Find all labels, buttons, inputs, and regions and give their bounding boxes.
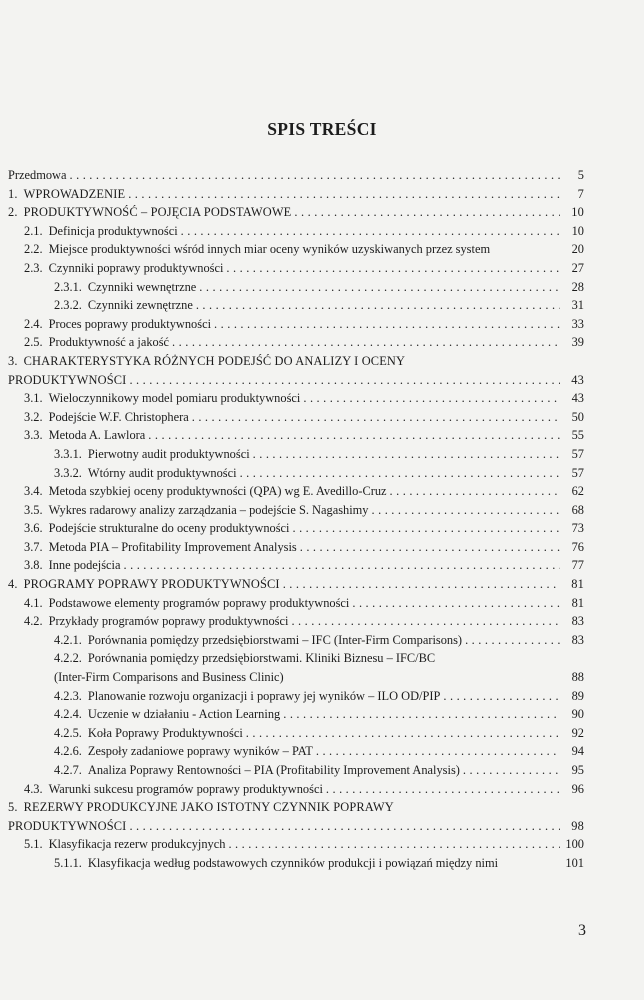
dot-leader bbox=[145, 426, 560, 445]
toc-line bbox=[54, 278, 584, 297]
toc-entry bbox=[8, 408, 584, 427]
toc-entry-page: 76 bbox=[571, 539, 584, 554]
toc-entry-number: 2. bbox=[8, 205, 18, 220]
dot-leader bbox=[225, 835, 560, 854]
toc-entry-page: 20 bbox=[571, 242, 584, 257]
toc-entry-label: WPROWADZENIE bbox=[23, 186, 126, 201]
toc-entry-label: Metoda PIA – Profitability Improvement Analysis bbox=[48, 539, 297, 554]
toc-line bbox=[8, 352, 584, 371]
toc-entry-number: 3.8. bbox=[24, 558, 43, 573]
toc-entry-page: 89 bbox=[571, 688, 584, 703]
toc-entry-page: 95 bbox=[571, 763, 584, 777]
toc-entry-number: 2.1. bbox=[24, 223, 43, 238]
toc-entry bbox=[8, 780, 584, 799]
toc-line bbox=[8, 203, 584, 222]
dot-leader bbox=[237, 464, 560, 483]
toc-entry bbox=[8, 519, 584, 538]
toc-entry-number: 4.2.1. bbox=[54, 632, 82, 647]
toc-line bbox=[54, 296, 584, 315]
dot-leader bbox=[126, 817, 560, 836]
toc-entry-label-continuation: (Inter-Firm Comparisons and Business Clinic) bbox=[54, 670, 284, 685]
toc-entry-page: 100 bbox=[565, 837, 584, 852]
toc-entry-number: 3.2. bbox=[24, 409, 43, 424]
dot-leader bbox=[196, 278, 560, 297]
toc-entry-label: CHARAKTERYSTYKA RÓŻNYCH PODEJŚĆ DO ANALIZY I OCENY bbox=[23, 353, 406, 368]
toc-entry-label: Podejście W.F. Christophera bbox=[48, 409, 189, 424]
toc-line bbox=[24, 426, 584, 445]
toc-entry-label: Wieloczynnikowy model pomiaru produktywności bbox=[48, 391, 301, 406]
toc-line bbox=[24, 259, 584, 278]
toc-line bbox=[24, 519, 584, 538]
toc-entry-page: 81 bbox=[571, 595, 584, 610]
toc-entry-number: 2.3.2. bbox=[54, 298, 82, 313]
toc-entry-number: 2.4. bbox=[24, 316, 43, 331]
dot-leader bbox=[125, 185, 560, 204]
toc-entry-page: 81 bbox=[571, 577, 584, 592]
toc-line bbox=[8, 166, 584, 185]
toc-entry-number: 3.5. bbox=[24, 502, 43, 517]
toc-entry-page: 57 bbox=[571, 446, 584, 461]
dot-leader bbox=[387, 482, 560, 501]
toc-entry-number: 4.2. bbox=[24, 614, 43, 629]
dot-leader bbox=[193, 296, 560, 315]
toc-entry bbox=[8, 482, 584, 501]
toc-entry-number: 1. bbox=[8, 186, 18, 201]
toc-entry bbox=[8, 854, 584, 873]
toc-line bbox=[54, 854, 584, 873]
dot-leader bbox=[460, 761, 560, 780]
toc-entry-number: 3. bbox=[8, 353, 18, 368]
toc-entry-number: 4.2.2. bbox=[54, 651, 82, 666]
toc-line bbox=[8, 798, 584, 817]
toc-entry-number: 4. bbox=[8, 577, 18, 592]
toc-entry-page: 96 bbox=[571, 781, 584, 796]
toc-entry bbox=[8, 464, 584, 483]
toc-entry bbox=[8, 315, 584, 334]
toc-entry-label: Warunki sukcesu programów poprawy produktywności bbox=[48, 781, 323, 796]
toc-entry-label: REZERWY PRODUKCYJNE JAKO ISTOTNY CZYNNIK POPRAWY bbox=[23, 800, 394, 815]
toc-entry-label: Metoda A. Lawlora bbox=[48, 428, 146, 443]
toc-entry-page: 98 bbox=[571, 818, 584, 833]
toc-entry-label: Przykłady programów poprawy produktywności bbox=[48, 614, 289, 629]
toc-entry-label: Metoda szybkiej oceny produktywności (QPA) wg E. Avedillo-Cruz bbox=[48, 484, 387, 499]
toc-line bbox=[54, 761, 584, 780]
toc-entry-label: Klasyfikacja według podstawowych czynników produkcji i powiązań między nimi bbox=[87, 855, 499, 870]
toc-entry bbox=[8, 687, 584, 706]
toc-entry-page: 10 bbox=[571, 223, 584, 238]
toc-entry bbox=[8, 333, 584, 352]
toc-entry-page: 90 bbox=[571, 707, 584, 722]
toc-entry-page: 62 bbox=[571, 484, 584, 499]
toc-entry bbox=[8, 185, 584, 204]
toc-entry-number: 4.2.5. bbox=[54, 725, 82, 740]
toc-entry bbox=[8, 352, 584, 389]
toc-line bbox=[24, 612, 584, 631]
toc-entry bbox=[8, 538, 584, 557]
dot-leader bbox=[189, 408, 560, 427]
toc-entry bbox=[8, 631, 584, 650]
page-title: SPIS TREŚCI bbox=[267, 119, 377, 139]
toc-entry-number: 3.7. bbox=[24, 539, 43, 554]
toc-entry bbox=[8, 501, 584, 520]
toc-line bbox=[24, 556, 584, 575]
dot-leader bbox=[297, 538, 560, 557]
toc-entry-number: 3.1. bbox=[24, 391, 43, 406]
dot-leader bbox=[126, 371, 560, 390]
toc-line bbox=[8, 575, 584, 594]
toc-entry bbox=[8, 445, 584, 464]
toc-line bbox=[24, 482, 584, 501]
toc-entry-page: 10 bbox=[571, 205, 584, 220]
toc-entry-page: 92 bbox=[571, 725, 584, 740]
toc-entry-page: 5 bbox=[577, 168, 584, 182]
toc-line bbox=[54, 464, 584, 483]
dot-leader bbox=[67, 166, 561, 185]
toc-entry-page: 43 bbox=[571, 391, 584, 406]
toc-entry-number: 2.2. bbox=[24, 242, 43, 257]
toc-entry bbox=[8, 389, 584, 408]
toc-entry bbox=[8, 166, 584, 185]
toc-entry-number: 3.3.1. bbox=[54, 446, 82, 461]
toc-entry-label: Pierwotny audit produktywności bbox=[87, 446, 250, 461]
dot-leader bbox=[313, 742, 560, 761]
toc-entry-page: 31 bbox=[571, 298, 584, 313]
toc-line bbox=[24, 315, 584, 334]
toc-entry-page: 7 bbox=[577, 186, 584, 201]
toc-entry bbox=[8, 705, 584, 724]
toc-entry-number: 4.3. bbox=[24, 781, 43, 796]
dot-leader bbox=[223, 259, 560, 278]
toc-entry-label: Podstawowe elementy programów poprawy produktywności bbox=[48, 595, 350, 610]
toc-entry-number: 4.1. bbox=[24, 595, 43, 610]
toc-entry-label: Czynniki wewnętrzne bbox=[87, 279, 197, 294]
toc-line bbox=[54, 724, 584, 743]
toc-line bbox=[54, 705, 584, 724]
toc-line bbox=[24, 222, 584, 241]
toc-entry bbox=[8, 724, 584, 743]
toc-entry-number: 4.2.6. bbox=[54, 744, 82, 759]
toc-entry bbox=[8, 798, 584, 835]
toc-entry-number: 2.3.1. bbox=[54, 279, 82, 294]
toc-entry bbox=[8, 612, 584, 631]
toc-entry-label: Uczenie w działaniu - Action Learning bbox=[87, 707, 281, 722]
toc-entry-label: Przedmowa bbox=[8, 168, 67, 182]
toc-entry-number: 4.2.3. bbox=[54, 688, 82, 703]
toc-line bbox=[24, 835, 584, 854]
toc-line bbox=[54, 687, 584, 706]
toc-entry-page: 50 bbox=[571, 409, 584, 424]
toc-entry-number: 5.1. bbox=[24, 837, 43, 852]
toc-entry-number: 4.2.4. bbox=[54, 707, 82, 722]
toc-entry-label: Analiza Poprawy Rentowności – PIA (Profitability Improvement Analysis) bbox=[87, 763, 460, 777]
toc-entry bbox=[8, 259, 584, 278]
toc-entry-label: Czynniki poprawy produktywności bbox=[48, 260, 224, 275]
toc-line bbox=[24, 389, 584, 408]
toc-entry-page: 77 bbox=[571, 558, 584, 573]
dot-leader bbox=[291, 203, 560, 222]
toc-line bbox=[24, 780, 584, 799]
toc-entry-number: 3.3.2. bbox=[54, 465, 82, 480]
toc-line bbox=[24, 594, 584, 613]
dot-leader bbox=[369, 501, 561, 520]
toc-entry bbox=[8, 296, 584, 315]
toc-entry-number: 2.3. bbox=[24, 260, 43, 275]
toc-entry-label: PROGRAMY POPRAWY PRODUKTYWNOŚCI bbox=[23, 577, 280, 592]
toc-entry-label: Miejsce produktywności wśród innych miar oceny wyników uzyskiwanych przez system bbox=[48, 242, 491, 257]
toc-entry-label: Planowanie rozwoju organizacji i poprawy jej wyników – ILO OD/PIP bbox=[87, 688, 441, 703]
toc-entry-label: Podejście strukturalne do oceny produktywności bbox=[48, 521, 290, 536]
dot-leader bbox=[280, 575, 560, 594]
dot-leader bbox=[178, 222, 560, 241]
toc-entry-page: 57 bbox=[571, 465, 584, 480]
toc-line bbox=[24, 501, 584, 520]
toc-entry bbox=[8, 594, 584, 613]
toc-entry bbox=[8, 556, 584, 575]
toc-entry-label: PRODUKTYWNOŚĆ – POJĘCIA PODSTAWOWE bbox=[23, 205, 292, 220]
toc-entry-label: Porównania pomiędzy przedsiębiorstwami. Kliniki Biznesu – IFC/BC bbox=[87, 651, 436, 666]
toc-entry-label: Koła Poprawy Produktywności bbox=[87, 725, 243, 740]
dot-leader bbox=[288, 612, 560, 631]
toc-entry-page: 83 bbox=[571, 632, 584, 647]
dot-leader bbox=[462, 631, 560, 650]
toc-entry bbox=[8, 835, 584, 854]
toc-entry-label-continuation: PRODUKTYWNOŚCI bbox=[8, 818, 127, 833]
page-number: 3 bbox=[578, 922, 586, 939]
toc-entry-page: 55 bbox=[571, 428, 584, 443]
toc-entry-label: Proces poprawy produktywności bbox=[48, 316, 212, 331]
toc-entry-label: Produktywność a jakość bbox=[48, 335, 170, 350]
toc-entry-label: Porównania pomiędzy przedsiębiorstwami – IFC (Inter-Firm Comparisons) bbox=[87, 632, 463, 647]
toc-line bbox=[54, 742, 584, 761]
toc-entry-number: 3.4. bbox=[24, 484, 43, 499]
dot-leader bbox=[440, 687, 560, 706]
dot-leader bbox=[289, 519, 560, 538]
toc-entry-page: 68 bbox=[571, 502, 584, 517]
toc-entry-label: Inne podejścia bbox=[48, 558, 121, 573]
dot-leader bbox=[211, 315, 560, 334]
toc-entry-page: 94 bbox=[571, 744, 584, 759]
dot-leader bbox=[121, 556, 561, 575]
toc-entry bbox=[8, 742, 584, 761]
toc-entry-page: 43 bbox=[571, 372, 584, 387]
toc-entry bbox=[8, 575, 584, 594]
dot-leader bbox=[250, 445, 560, 464]
toc-entry-number: 2.5. bbox=[24, 335, 43, 350]
toc-entry bbox=[8, 240, 584, 259]
toc-entry-page: 39 bbox=[571, 335, 584, 350]
toc-entry-number: 3.6. bbox=[24, 521, 43, 536]
toc-entry-page: 88 bbox=[571, 670, 584, 685]
toc-entry-label: Czynniki zewnętrzne bbox=[87, 298, 193, 313]
toc-entry bbox=[8, 649, 584, 686]
toc-line bbox=[54, 649, 584, 668]
toc-entry-number: 4.2.7. bbox=[54, 763, 82, 777]
toc-entry-number: 5.1.1. bbox=[54, 855, 82, 870]
toc-entry-label: Zespoły zadaniowe poprawy wyników – PAT bbox=[87, 744, 313, 759]
toc-line bbox=[24, 408, 584, 427]
toc-entry-page: 83 bbox=[571, 614, 584, 629]
table-of-contents bbox=[8, 166, 584, 873]
toc-entry-page: 27 bbox=[571, 260, 584, 275]
toc-entry bbox=[8, 278, 584, 297]
toc-entry-label: Definicja produktywności bbox=[48, 223, 178, 238]
toc-entry-label-continuation: PRODUKTYWNOŚCI bbox=[8, 372, 127, 387]
dot-leader bbox=[169, 333, 560, 352]
toc-entry-page: 101 bbox=[565, 855, 584, 870]
toc-entry-label: Wykres radarowy analizy zarządzania – podejście S. Nagashimy bbox=[48, 502, 369, 517]
toc-entry bbox=[8, 761, 584, 780]
toc-line bbox=[24, 240, 584, 259]
toc-entry bbox=[8, 222, 584, 241]
toc-entry bbox=[8, 203, 584, 222]
toc-entry-page: 28 bbox=[571, 279, 584, 294]
dot-leader bbox=[243, 724, 560, 743]
toc-entry-page: 33 bbox=[571, 316, 584, 331]
toc-entry-number: 3.3. bbox=[24, 428, 43, 443]
toc-line bbox=[8, 185, 584, 204]
dot-leader bbox=[349, 594, 560, 613]
dot-leader bbox=[323, 780, 560, 799]
toc-line bbox=[24, 333, 584, 352]
toc-entry-number: 5. bbox=[8, 800, 18, 815]
toc-entry-label: Klasyfikacja rezerw produkcyjnych bbox=[48, 837, 226, 852]
toc-line bbox=[54, 445, 584, 464]
toc-line bbox=[24, 538, 584, 557]
dot-leader bbox=[280, 705, 560, 724]
toc-line-continuation bbox=[54, 668, 584, 687]
toc-entry-label: Wtórny audit produktywności bbox=[87, 465, 237, 480]
toc-line-continuation bbox=[8, 371, 584, 390]
dot-leader bbox=[300, 389, 560, 408]
toc-line bbox=[54, 631, 584, 650]
toc-line-continuation bbox=[8, 817, 584, 836]
toc-entry bbox=[8, 426, 584, 445]
toc-entry-page: 73 bbox=[571, 521, 584, 536]
